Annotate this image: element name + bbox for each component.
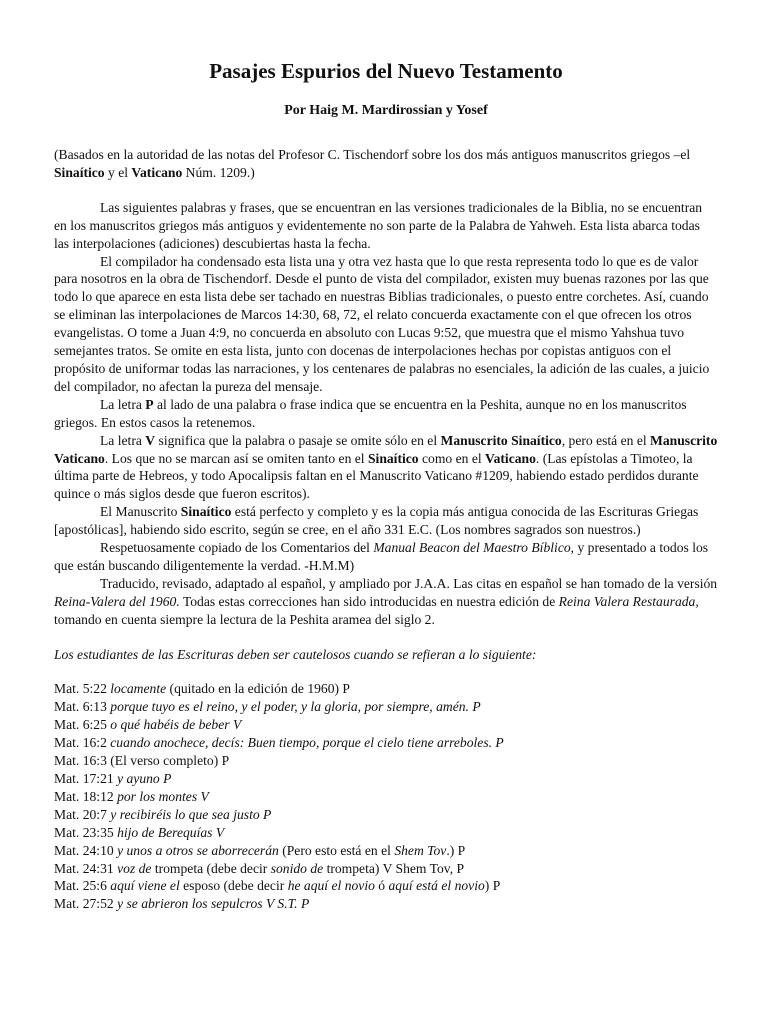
paragraph-text: Respetuosamente copiado de los Comentarios del <box>100 540 374 556</box>
list-item <box>54 860 718 878</box>
paragraph-text: El Manuscrito <box>100 504 181 520</box>
paragraph-3 <box>54 396 718 432</box>
verse-italic: he aquí el novio <box>287 878 375 894</box>
verse-ref: Mat. 24:10 <box>54 842 118 858</box>
paragraph-bold: Manuscrito Vaticano <box>54 432 718 466</box>
verse-ref: Mat. 24:31 <box>54 860 118 876</box>
list-item <box>54 877 718 895</box>
paragraph-text: . (Las epístolas a Timoteo, la última parte de Hebreos, y todo Apocalipsis faltan en el Manuscrito Vaticano #1209, habiendo estado perdidos durante quince o más siglos desde que fueron escritos). <box>54 450 699 502</box>
paragraph-bold: Manuscrito Sinaítico <box>440 432 562 448</box>
verse-text: ó <box>374 878 389 894</box>
intro-text: (Basados en la autoridad de las notas del Profesor C. Tischendorf sobre los dos más antiguos manuscritos griegos –el <box>54 147 691 162</box>
paragraph-text: significa que la palabra o pasaje se omite sólo en el <box>155 432 441 448</box>
list-item <box>54 770 718 788</box>
list-item <box>54 680 718 698</box>
verse-text: .) P <box>446 842 466 858</box>
intro-bold-vaticano: Vaticano <box>131 164 183 180</box>
verse-italic: Shem Tov <box>394 842 447 858</box>
verse-text: (quitado en la edición de 1960) P <box>166 681 350 697</box>
paragraph-text: Traducido, revisado, adaptado al español, y ampliado por J.A.A. Las citas en español se han tomado de la versión <box>100 575 718 591</box>
verse-ref: Mat. 17:21 <box>54 771 118 786</box>
list-item <box>54 806 718 824</box>
paragraph-1: Las siguientes palabras y frases, que se encuentran en las versiones tradicionales de la Biblia, no se encuentran en los manuscritos griegos más antiguos y evidentemente no son parte de la Palabra de Yahweh. Esta lista abarca todas las interpolaciones (adiciones) descubiertas hasta la fecha. <box>54 199 703 251</box>
paragraph-bold: V <box>145 432 156 448</box>
paragraph-bold: Vaticano <box>485 450 536 466</box>
verse-italic: y recibiréis lo que sea justo P <box>110 806 272 822</box>
verse-italic: o qué habéis de beber V <box>110 717 242 733</box>
verse-italic: porque tuyo es el reino, y el poder, y la gloria, por siempre, amén. P <box>110 699 481 715</box>
caution-note <box>54 646 718 664</box>
verse-italic: voz de <box>117 860 152 876</box>
paragraph-italic: Reina Valera Restaurada, <box>558 593 699 609</box>
paragraph-text: La letra <box>100 396 146 412</box>
paragraph-5 <box>54 503 718 539</box>
verse-ref: Mat. 5:22 <box>54 681 111 697</box>
verse-text: esposo (debe decir <box>179 878 288 894</box>
paragraph-italic: Reina-Valera del 1960. <box>54 593 180 609</box>
document-title: Pasajes Espurios del Nuevo Testamento <box>209 59 563 83</box>
paragraph-text: al lado de una palabra o frase indica que se encuentra en la Peshita, aunque no en los manuscritos griegos. En estos casos la retenemos. <box>54 396 687 430</box>
verse-ref: Mat. 6:13 <box>54 699 111 715</box>
document-author: Por Haig M. Mardirossian y Yosef <box>284 103 488 118</box>
verse-italic: hijo de Berequías V <box>117 824 225 840</box>
list-item <box>54 895 718 913</box>
paragraph-bold: Sinaítico <box>180 504 232 520</box>
paragraph-7 <box>54 575 718 629</box>
intro-text: y el <box>104 164 132 180</box>
intro-text: Núm. 1209.) <box>182 164 255 180</box>
verse-italic: por los montes V <box>117 788 209 804</box>
caution-note-text: Los estudiantes de las Escrituras deben ser cautelosos cuando se refieran a lo siguiente: <box>54 646 537 662</box>
verse-ref: Mat. 16:3 (El verso completo) P <box>54 753 230 769</box>
verse-italic: y ayuno P <box>117 771 172 786</box>
list-item <box>54 788 718 806</box>
paragraph-6 <box>54 539 718 575</box>
list-item <box>54 842 718 860</box>
paragraph-text: Todas estas correcciones han sido introducidas en nuestra edición de <box>179 593 559 609</box>
verse-ref: Mat. 23:35 <box>54 824 118 840</box>
verse-italic: aquí viene el <box>110 878 180 894</box>
paragraph-text: . Los que no se marcan así se omiten tanto en el <box>104 450 368 466</box>
verse-text: ) P <box>484 878 501 894</box>
verse-ref: Mat. 18:12 <box>54 788 118 804</box>
verse-ref: Mat. 27:52 <box>54 896 118 912</box>
verse-list <box>54 680 718 913</box>
paragraph-text: , pero está en el <box>561 432 651 448</box>
paragraph-4 <box>54 432 718 504</box>
verse-ref: Mat. 16:2 <box>54 735 111 751</box>
verse-ref: Mat. 20:7 <box>54 806 111 822</box>
verse-italic: cuando anochece, decís: Buen tiempo, porque el cielo tiene arreboles. P <box>110 735 504 751</box>
verse-italic: aquí está el novio <box>388 878 485 894</box>
paragraph-italic: Manual Beacon del Maestro Bíblico <box>373 540 571 556</box>
paragraph-text: La letra <box>100 432 146 448</box>
list-item <box>54 698 718 716</box>
verse-italic: y unos a otros se aborrecerán <box>117 842 279 858</box>
intro-bold-sinaitico: Sinaítico <box>54 164 105 180</box>
list-item <box>54 752 718 770</box>
paragraph-text: como en el <box>418 450 486 466</box>
list-item <box>54 734 718 752</box>
paragraph-bold: P <box>145 396 154 412</box>
paragraph-bold: Sinaítico <box>367 450 419 466</box>
paragraph-text: está perfecto y completo y es la copia más antigua conocida de las Escrituras Griegas [apostólicas], habiendo sido escrito, según se cree, en el año 331 E.C. (Los nombres sagrados son nuestros.) <box>54 504 699 538</box>
verse-text: trompeta) V Shem Tov, P <box>323 860 465 876</box>
list-item <box>54 824 718 842</box>
verse-italic: sonido de <box>270 860 324 876</box>
list-item <box>54 716 718 734</box>
paragraph-text: , y presentado a todos los que están buscando diligentemente la verdad. -H.M.M) <box>54 540 709 573</box>
verse-text: (Pero esto está en el <box>278 842 395 858</box>
verse-ref: Mat. 6:25 <box>54 717 111 733</box>
verse-text: trompeta (debe decir <box>151 860 271 876</box>
verse-italic: y se abrieron los sepulcros V S.T. P <box>117 896 310 912</box>
paragraph-2: El compilador ha condensado esta lista una y otra vez hasta que lo que resta representa todo lo que es de valor para nosotros en la obra de Tischendorf. Desde el punto de vista del compilador, existen muy buenas razones por las que todo lo que aparece en esta lista debe ser tachado en nuestras Biblias tradicionales, o puesto entre corchetes. Así, cuando se eliminan las interpolaciones de Marcos 14:30, 68, 72, el relato concuerda exactamente con el que ofrecen los otros evangelistas. O tome a Juan 4:9, no concuerda en absoluto con Lucas 9:52, que muestra que el mismo Yahshua tuvo semejantes tratos. Se omite en esta lista, junto con docenas de interpolaciones hechas por copistas antiguos con el propósito de uniformar todas las narraciones, y los centenares de palabras no esenciales, la adición de las cuales, a juicio del compilador, no afectan la pureza del mensaje. <box>54 253 710 394</box>
verse-ref: Mat. 25:6 <box>54 878 111 894</box>
verse-italic: locamente <box>110 681 167 697</box>
intro-paragraph <box>54 146 718 182</box>
paragraph-text: tomando en cuenta siempre la lectura de la Peshita aramea del siglo 2. <box>54 611 435 627</box>
